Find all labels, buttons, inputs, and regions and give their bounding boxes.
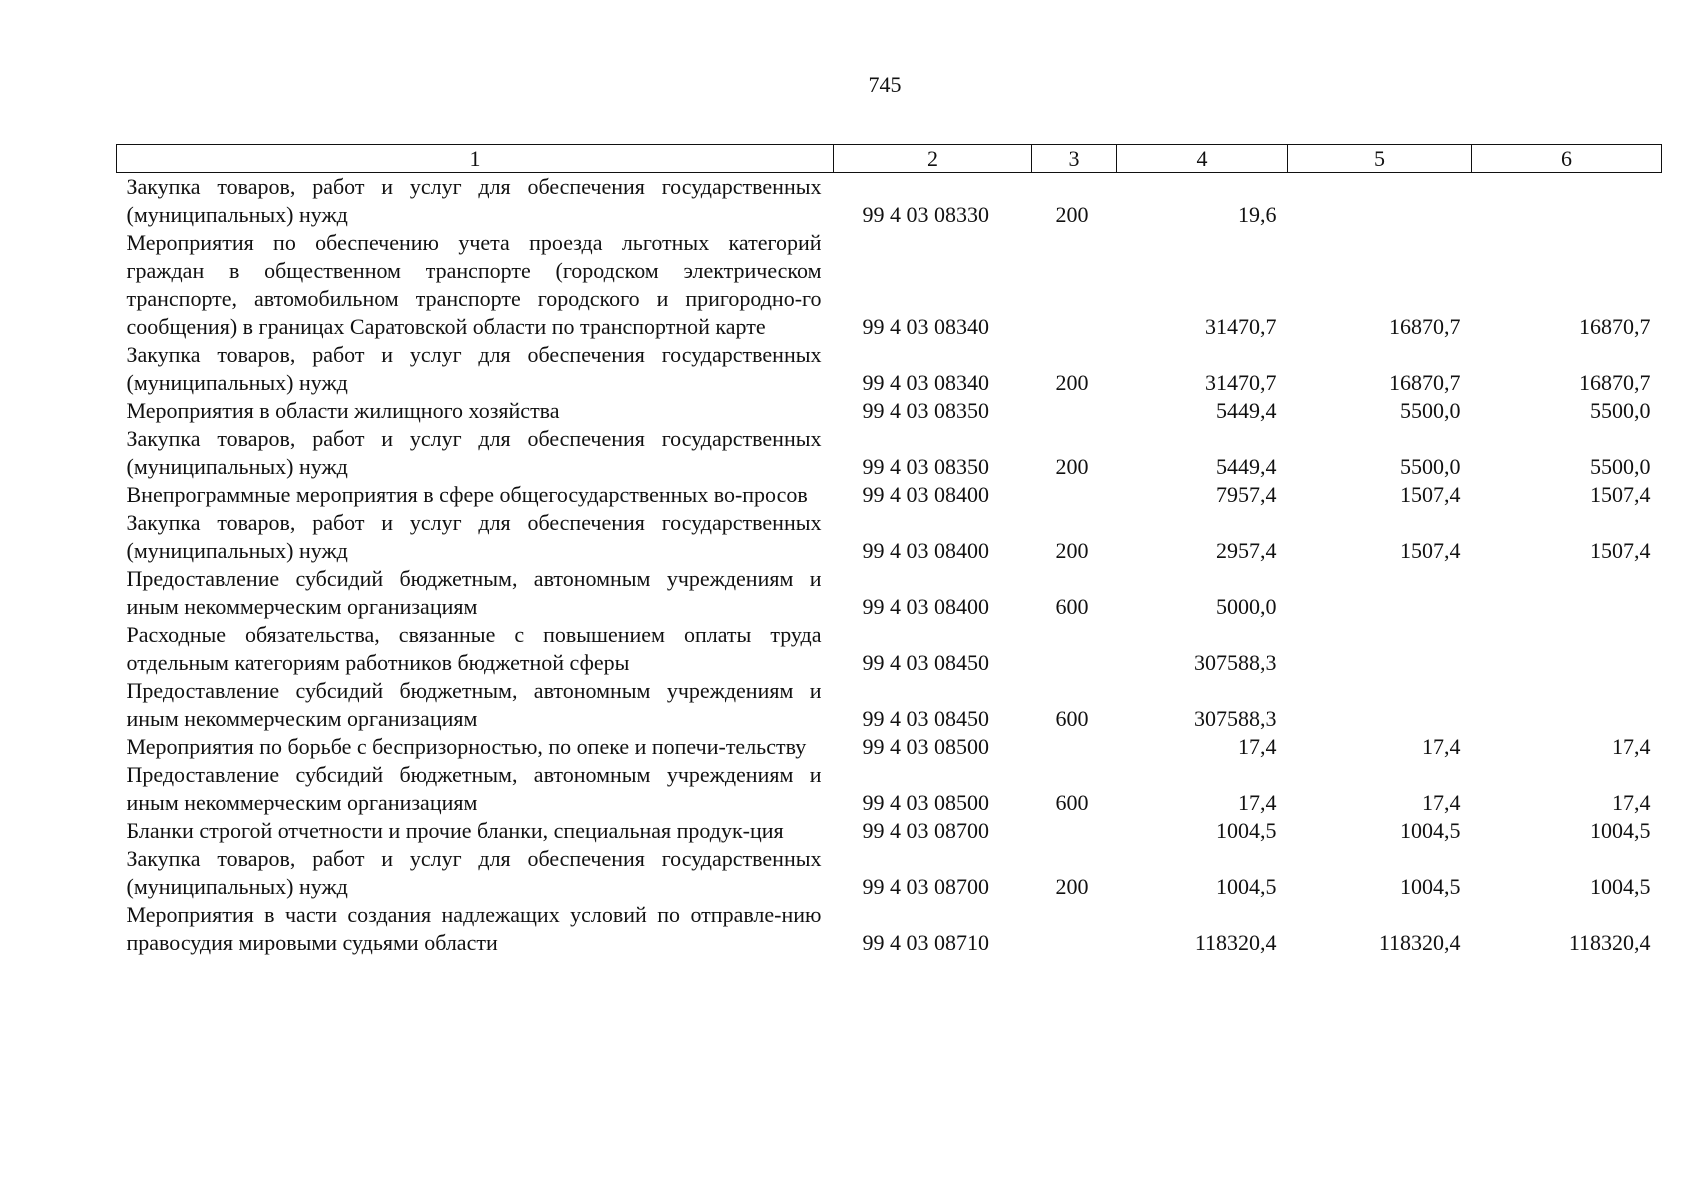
- table-row: [117, 173, 1662, 230]
- row-name: Закупка товаров, работ и услуг для обеспечения государственных (муниципальных) нужд: [126, 846, 822, 899]
- row-value-5: 1507,4: [1400, 482, 1461, 507]
- row-code: 99 4 03 08330: [862, 202, 989, 227]
- row-type: 200: [1055, 202, 1089, 227]
- row-value-4: 1004,5: [1216, 818, 1277, 843]
- row-value-4: 5449,4: [1216, 454, 1277, 479]
- row-value-5: [1288, 621, 1472, 677]
- row-name: Предоставление субсидий бюджетным, автономным учреждениям и иным некоммерческим организациям: [126, 762, 822, 815]
- budget-table: [116, 144, 1662, 957]
- row-value-5: [1288, 173, 1472, 230]
- table-row: [117, 481, 1662, 509]
- row-name: Предоставление субсидий бюджетным, автономным учреждениям и иным некоммерческим организациям: [126, 678, 822, 731]
- row-code: 99 4 03 08400: [862, 482, 989, 507]
- row-value-5: 5500,0: [1400, 398, 1461, 423]
- row-value-6: 1507,4: [1590, 482, 1651, 507]
- row-value-6: 16870,7: [1579, 314, 1651, 339]
- row-value-6: 5500,0: [1590, 398, 1651, 423]
- row-value-6: 118320,4: [1568, 930, 1651, 955]
- row-name: Расходные обязательства, связанные с повышением оплаты труда отдельным категориям работников бюджетной сферы: [126, 622, 822, 675]
- row-type: [1032, 901, 1117, 957]
- row-value-4: 17,4: [1238, 734, 1277, 759]
- table-row: [117, 761, 1662, 817]
- table-row: [117, 733, 1662, 761]
- table-row: [117, 817, 1662, 845]
- row-value-4: 2957,4: [1216, 538, 1277, 563]
- row-name: Мероприятия в части создания надлежащих условий по отправле-нию правосудия мировыми судьями области: [126, 902, 822, 955]
- row-value-6: 1004,5: [1590, 818, 1651, 843]
- row-name: Внепрограммные мероприятия в сфере общегосударственных во-просов: [126, 482, 808, 507]
- row-type: [1032, 817, 1117, 845]
- row-name: Мероприятия по обеспечению учета проезда льготных категорий граждан в общественном транспорте (городском электрическом транспорте, автомобильном транспорте городского и пригородно-го сообщения) в границах Саратовской области по транспортной карте: [126, 230, 822, 339]
- row-value-4: 307588,3: [1194, 706, 1277, 731]
- table-row: [117, 845, 1662, 901]
- row-value-5: 1004,5: [1400, 874, 1461, 899]
- row-type: [1032, 621, 1117, 677]
- row-value-5: 16870,7: [1389, 314, 1461, 339]
- row-code: 99 4 03 08400: [862, 538, 989, 563]
- row-type: 600: [1055, 790, 1089, 815]
- row-code: 99 4 03 08350: [862, 398, 989, 423]
- row-type: 200: [1055, 538, 1089, 563]
- table-row: [117, 397, 1662, 425]
- row-value-4: 17,4: [1238, 790, 1277, 815]
- row-value-6: 17,4: [1612, 790, 1651, 815]
- row-name: Закупка товаров, работ и услуг для обеспечения государственных (муниципальных) нужд: [126, 510, 822, 563]
- row-code: 99 4 03 08700: [862, 818, 989, 843]
- row-value-6: [1472, 677, 1662, 733]
- row-type: 200: [1055, 454, 1089, 479]
- row-value-4: 307588,3: [1194, 650, 1277, 675]
- row-type: 200: [1055, 370, 1089, 395]
- table-row: [117, 565, 1662, 621]
- row-value-6: 1507,4: [1590, 538, 1651, 563]
- row-value-5: 5500,0: [1400, 454, 1461, 479]
- header-col-6: 6: [1472, 145, 1662, 173]
- table-body: [117, 173, 1662, 958]
- row-code: 99 4 03 08350: [862, 454, 989, 479]
- row-type: 200: [1055, 874, 1089, 899]
- row-code: 99 4 03 08700: [862, 874, 989, 899]
- header-row: [117, 145, 1662, 173]
- table-row: [117, 901, 1662, 957]
- row-value-4: 5000,0: [1216, 594, 1277, 619]
- table-row: [117, 425, 1662, 481]
- table-row: [117, 229, 1662, 341]
- row-name: Предоставление субсидий бюджетным, автономным учреждениям и иным некоммерческим организациям: [126, 566, 822, 619]
- row-value-4: 118320,4: [1194, 930, 1277, 955]
- page-number: 745: [868, 72, 902, 97]
- table-row: [117, 621, 1662, 677]
- row-value-4: 7957,4: [1216, 482, 1277, 507]
- row-type: 600: [1055, 594, 1089, 619]
- row-value-4: 31470,7: [1205, 314, 1277, 339]
- table-row: [117, 341, 1662, 397]
- header-col-2: 2: [834, 145, 1032, 173]
- row-name: Закупка товаров, работ и услуг для обеспечения государственных (муниципальных) нужд: [126, 174, 822, 227]
- row-value-4: 5449,4: [1216, 398, 1277, 423]
- row-value-5: 1507,4: [1400, 538, 1461, 563]
- row-type: [1032, 481, 1117, 509]
- row-code: 99 4 03 08340: [862, 370, 989, 395]
- header-col-1: 1: [117, 145, 834, 173]
- row-code: 99 4 03 08710: [862, 930, 989, 955]
- row-value-5: 17,4: [1422, 790, 1461, 815]
- row-value-5: 16870,7: [1389, 370, 1461, 395]
- row-type: [1032, 397, 1117, 425]
- row-code: 99 4 03 08400: [862, 594, 989, 619]
- row-code: 99 4 03 08450: [862, 706, 989, 731]
- row-value-5: 17,4: [1422, 734, 1461, 759]
- row-name: Бланки строгой отчетности и прочие бланки, специальная продук-ция: [126, 818, 784, 843]
- row-value-6: [1472, 565, 1662, 621]
- table-row: [117, 509, 1662, 565]
- row-value-5: [1288, 677, 1472, 733]
- row-value-4: 31470,7: [1205, 370, 1277, 395]
- row-value-6: 16870,7: [1579, 370, 1651, 395]
- row-value-4: 19,6: [1238, 202, 1277, 227]
- row-value-5: [1288, 565, 1472, 621]
- header-col-5: 5: [1288, 145, 1472, 173]
- row-type: [1032, 733, 1117, 761]
- row-name: Мероприятия в области жилищного хозяйства: [126, 398, 560, 423]
- row-value-6: [1472, 173, 1662, 230]
- header-col-4: 4: [1117, 145, 1288, 173]
- row-type: 600: [1055, 706, 1089, 731]
- row-code: 99 4 03 08500: [862, 790, 989, 815]
- header-col-3: 3: [1032, 145, 1117, 173]
- row-code: 99 4 03 08340: [862, 314, 989, 339]
- row-value-5: 1004,5: [1400, 818, 1461, 843]
- row-value-6: 1004,5: [1590, 874, 1651, 899]
- row-name: Закупка товаров, работ и услуг для обеспечения государственных (муниципальных) нужд: [126, 426, 822, 479]
- row-code: 99 4 03 08450: [862, 650, 989, 675]
- row-value-6: [1472, 621, 1662, 677]
- table-header: [117, 145, 1662, 173]
- row-code: 99 4 03 08500: [862, 734, 989, 759]
- row-value-6: 5500,0: [1590, 454, 1651, 479]
- row-value-4: 1004,5: [1216, 874, 1277, 899]
- row-name: Мероприятия по борьбе с беспризорностью, по опеке и попечи-тельству: [126, 734, 807, 759]
- row-value-6: 17,4: [1612, 734, 1651, 759]
- row-value-5: 118320,4: [1378, 930, 1461, 955]
- row-type: [1032, 229, 1117, 341]
- table-row: [117, 677, 1662, 733]
- row-name: Закупка товаров, работ и услуг для обеспечения государственных (муниципальных) нужд: [126, 342, 822, 395]
